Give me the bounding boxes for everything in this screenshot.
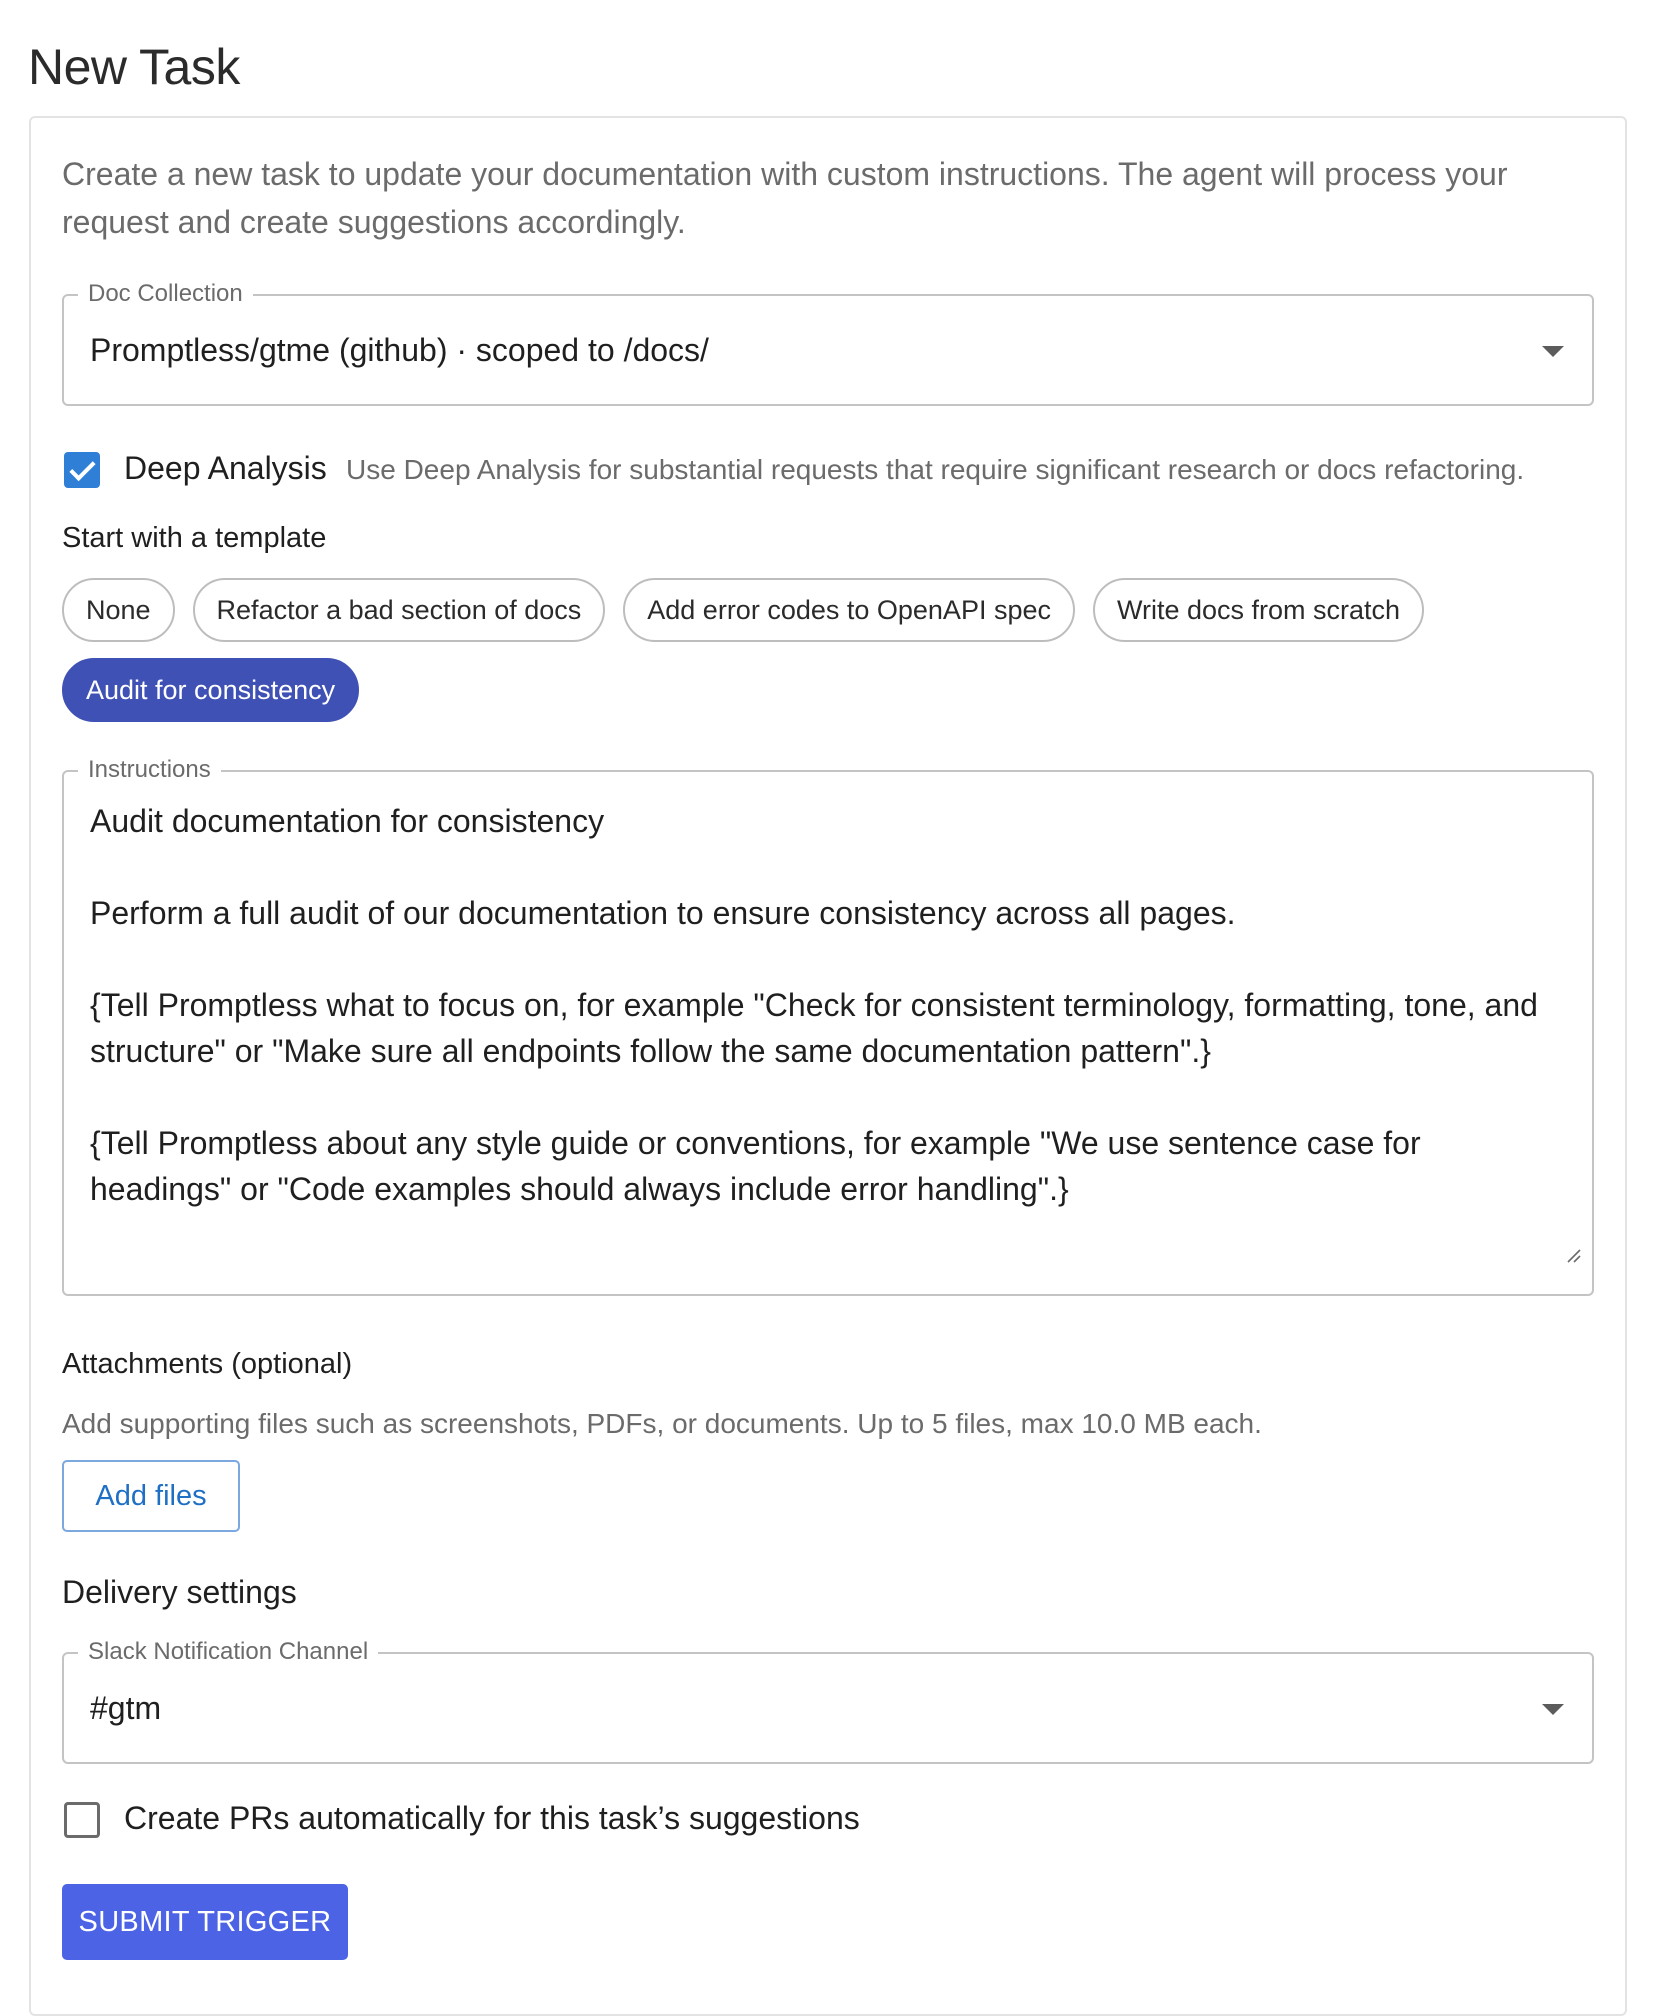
slack-channel-value: #gtm bbox=[90, 1690, 162, 1726]
doc-collection-label: Doc Collection bbox=[78, 280, 253, 308]
deep-analysis-label[interactable]: Deep Analysis bbox=[124, 450, 327, 486]
instructions-textarea[interactable] bbox=[62, 756, 1594, 1296]
instructions-text[interactable] bbox=[90, 798, 1560, 1212]
intro-text: Create a new task to update your documentation with custom instructions. The agent will process your request and create suggestions accordingly. bbox=[62, 156, 1508, 240]
doc-collection-select[interactable] bbox=[62, 280, 1594, 406]
slack-channel-select[interactable] bbox=[62, 1638, 1594, 1764]
instructions-line: {Tell Promptless about any style guide or conventions, for example "We use sentence case for headings" or "Code examples should always include error handling".} bbox=[90, 1125, 1421, 1207]
template-chip-none[interactable]: None bbox=[62, 578, 175, 642]
resize-grip-icon[interactable] bbox=[1566, 1248, 1582, 1264]
instructions-line bbox=[90, 844, 1560, 890]
instructions-line: {Tell Promptless what to focus on, for example "Check for consistent terminology, formatting, tone, and structure" or "Make sure all endpoints follow the same documentation pattern".} bbox=[90, 987, 1538, 1069]
instructions-line: Perform a full audit of our documentation to ensure consistency across all pages. bbox=[90, 895, 1236, 931]
chevron-down-icon bbox=[1542, 1704, 1564, 1715]
instructions-line: Audit documentation for consistency bbox=[90, 803, 605, 839]
template-section-label: Start with a template bbox=[62, 522, 327, 554]
submit-trigger-button[interactable]: SUBMIT TRIGGER bbox=[62, 1884, 348, 1960]
template-chip-error-codes[interactable]: Add error codes to OpenAPI spec bbox=[623, 578, 1075, 642]
create-prs-checkbox[interactable] bbox=[64, 1802, 100, 1838]
template-chip-refactor[interactable]: Refactor a bad section of docs bbox=[193, 578, 606, 642]
template-chip-audit[interactable]: Audit for consistency bbox=[62, 658, 359, 722]
template-chips bbox=[62, 578, 1562, 722]
page-title: New Task bbox=[28, 39, 240, 95]
add-files-button[interactable]: Add files bbox=[62, 1460, 240, 1532]
instructions-line bbox=[90, 1074, 1560, 1120]
delivery-settings-heading: Delivery settings bbox=[62, 1574, 297, 1610]
create-prs-label[interactable]: Create PRs automatically for this task’s suggestions bbox=[124, 1800, 860, 1836]
attachments-label: Attachments (optional) bbox=[62, 1348, 353, 1380]
doc-collection-value: Promptless/gtme (github) · scoped to /docs/ bbox=[90, 332, 709, 368]
slack-channel-label: Slack Notification Channel bbox=[78, 1638, 378, 1666]
attachments-hint: Add supporting files such as screenshots, PDFs, or documents. Up to 5 files, max 10.0 MB each. bbox=[62, 1408, 1262, 1439]
chevron-down-icon bbox=[1542, 346, 1564, 357]
deep-analysis-checkbox[interactable] bbox=[64, 452, 100, 488]
instructions-line bbox=[90, 936, 1560, 982]
instructions-label: Instructions bbox=[78, 756, 221, 784]
template-chip-write-docs[interactable]: Write docs from scratch bbox=[1093, 578, 1424, 642]
deep-analysis-hint: Use Deep Analysis for substantial requests that require significant research or docs refactoring. bbox=[346, 454, 1525, 485]
